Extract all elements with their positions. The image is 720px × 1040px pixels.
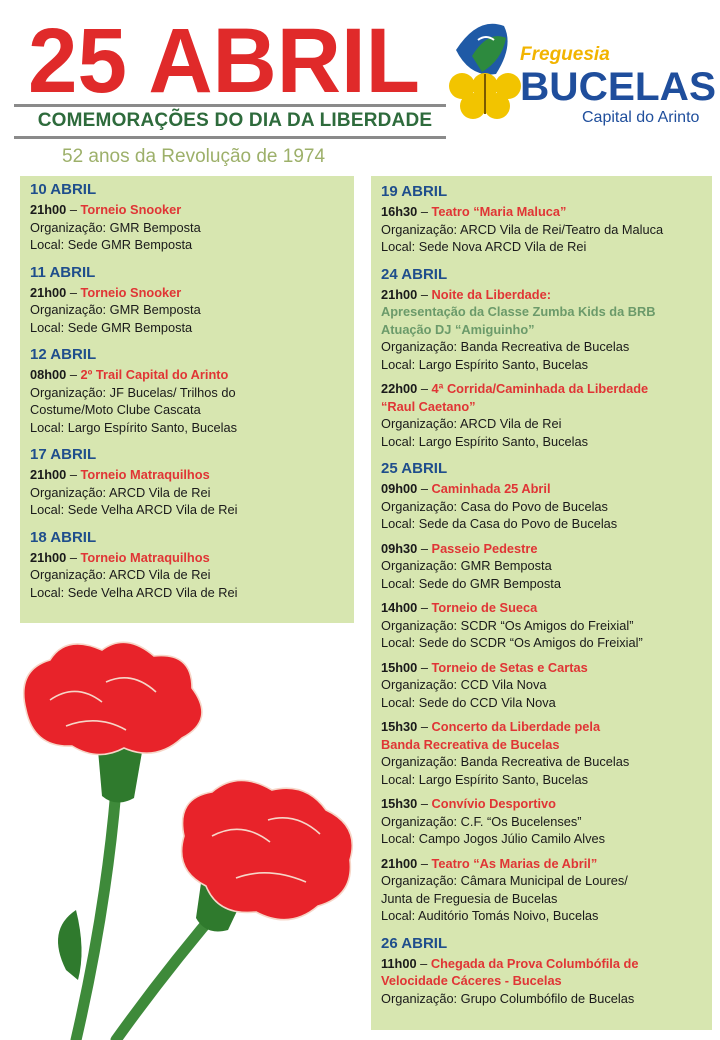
event-dash: – [417,286,432,302]
event-dash: – [417,204,432,219]
event-heading-line [381,599,712,617]
event-item [381,380,712,450]
event-title: Convívio Desportivo [431,796,556,811]
event-item [381,480,712,533]
event-item [381,855,712,925]
event-dash: – [417,600,432,615]
event-time: 09h00 [381,481,418,496]
event-title-continued: Banda Recreativa de Bucelas [381,736,560,752]
svg-text:25 ABRIL: 25 ABRIL [28,20,420,100]
svg-text:Freguesia: Freguesia [520,44,610,65]
title-divider-top [14,104,446,107]
event-organizer: Organização: GMR Bemposta [30,302,201,317]
event-organizer: Organização: SCDR “Os Amigos do Freixial” [381,617,634,633]
event-organizer: Organização: C.F. “Os Bucelenses” [381,813,582,829]
day-date: 10 ABRIL [30,181,97,198]
event-organizer: Organização: ARCD Vila de Rei/Teatro da Maluca [381,221,664,237]
parish-emblem-icon [449,24,521,119]
event-organizer: Organização: ARCD Vila de Rei [30,567,211,582]
event-title: 4ª Corrida/Caminhada da Liberdade [431,381,649,396]
event-program-line: Apresentação da Classe Zumba Kids da BRB [381,304,656,319]
event-time: 21h00 [381,286,418,302]
event-location: Local: Sede GMR Bemposta [30,319,193,335]
event-organizer: Organização: GMR Bemposta [381,558,552,573]
event-location: Local: Sede da Casa do Povo de Bucelas [381,516,618,531]
event-item [381,599,712,652]
event-organizer: Organização: Casa do Povo de Bucelas [381,498,608,514]
day-date: 12 ABRIL [30,346,97,363]
event-time: 21h00 [30,549,67,565]
anniversary-text: 52 anos da Revolução de 1974 [62,146,326,167]
event-organizer: Organização: JF Bucelas/ Trilhos do [30,384,236,400]
event-heading-line [381,380,712,398]
event-dash: – [417,719,432,734]
event-location: Local: Largo Espírito Santo, Bucelas [381,433,589,449]
event-item [381,955,712,1008]
event-heading-line [381,659,712,677]
event-location: Local: Sede GMR Bemposta [30,237,193,252]
event-time: 15h30 [381,796,418,811]
event-title: 2º Trail Capital do Arinto [80,367,229,382]
event-time: 09h30 [381,540,418,556]
event-location: Local: Sede Velha ARCD Vila de Rei [30,584,238,600]
day-date: 26 ABRIL [381,934,448,952]
event-item [30,549,354,602]
event-location: Local: Largo Espírito Santo, Bucelas [381,356,589,372]
event-heading-line [381,955,712,973]
event-time: 08h00 [30,367,67,382]
event-item [381,203,712,256]
event-time: 21h00 [30,202,67,217]
svg-text:Capital do Arinto: Capital do Arinto [582,109,700,126]
event-title: Teatro “Maria Maluca” [431,204,567,219]
event-title: Caminhada 25 Abril [431,481,551,496]
event-title: Torneio Matraquilhos [80,549,210,565]
event-dash: – [417,796,432,811]
event-time: 14h00 [381,600,418,615]
svg-text:BUCELAS: BUCELAS [520,65,716,109]
carnations-illustration [6,630,370,1040]
event-day [30,180,354,254]
event-heading-line [381,855,712,873]
title-divider-bottom [14,136,446,139]
event-location: Local: Auditório Tomás Noivo, Bucelas [381,908,599,923]
day-date: 18 ABRIL [30,528,97,546]
event-title: Concerto da Liberdade pela [431,719,601,734]
event-program-line: Atuação DJ “Amiguinho” [381,321,535,337]
event-dash: – [417,855,432,871]
event-subtitle: COMEMORAÇÕES DO DIA DA LIBERDADE [37,110,433,131]
event-title: Noite da Liberdade: [431,286,551,302]
event-dash: – [66,467,81,482]
event-day [381,459,712,925]
event-organizer: Organização: Banda Recreativa de Bucelas [381,339,630,354]
carnation-flower-left [24,642,202,754]
event-dash: – [66,367,81,382]
event-dash: – [416,955,431,971]
event-organizer: Organização: Banda Recreativa de Bucelas [381,754,630,769]
event-location: Local: Campo Jogos Júlio Camilo Alves [381,831,606,846]
event-item [30,366,354,436]
event-time: 16h30 [381,204,418,219]
event-heading-line [30,366,354,384]
event-heading-line [381,203,712,221]
freguesia-bucelas-logo [448,16,718,128]
event-organizer: Organização: CCD Vila Nova [381,677,547,692]
event-organizer: Organização: Câmara Municipal de Loures/ [381,873,628,888]
event-time: 21h00 [381,855,418,871]
event-time: 15h00 [381,659,418,675]
event-dash: – [66,202,81,217]
event-heading-line [381,540,712,558]
event-title: Torneio de Setas e Cartas [431,659,588,675]
day-date: 24 ABRIL [381,265,448,283]
event-heading-line [30,466,354,484]
event-day [381,182,712,256]
event-item [30,201,354,254]
event-title: Torneio Matraquilhos [80,467,210,482]
event-location: Local: Largo Espírito Santo, Bucelas [381,771,589,787]
day-date: 19 ABRIL [381,183,448,200]
event-title [28,20,420,100]
event-item [30,284,354,337]
event-dash: – [66,284,81,300]
event-time: 21h00 [30,467,67,482]
event-dash: – [417,540,432,556]
event-title: Torneio Snooker [80,202,182,217]
event-organizer: Organização: ARCD Vila de Rei [381,416,562,431]
event-organizer: Costume/Moto Clube Cascata [30,402,201,417]
event-heading-line [381,718,712,736]
day-date: 17 ABRIL [30,446,97,463]
event-heading-line [30,201,354,219]
event-dash: – [417,381,432,396]
event-day [30,445,354,519]
event-day [30,528,354,602]
event-heading-line [381,480,712,498]
event-time: 22h00 [381,381,418,396]
event-day [381,934,712,1008]
event-title: Passeio Pedestre [431,540,538,556]
event-time: 11h00 [381,955,417,971]
event-title: Chegada da Prova Columbófila de [430,955,639,971]
event-item [381,659,712,712]
event-dash: – [417,659,432,675]
event-dash: – [66,549,81,565]
event-location: Local: Sede do SCDR “Os Amigos do Freixial” [381,635,643,650]
event-day [381,265,712,451]
event-title: Torneio Snooker [80,284,182,300]
event-day [30,345,354,436]
event-organizer: Junta de Freguesia de Bucelas [381,890,558,906]
event-day [30,263,354,337]
event-item [381,718,712,788]
schedule-right-column [371,176,712,1030]
event-item [381,286,712,374]
event-item [381,795,712,848]
event-location: Local: Sede do CCD Vila Nova [381,694,556,710]
event-heading-line [30,284,354,302]
event-item [30,466,354,519]
event-dash: – [417,481,432,496]
event-title: Torneio de Sueca [431,600,538,615]
day-date: 25 ABRIL [381,460,448,477]
schedule-left-column [20,176,354,623]
event-time: 21h00 [30,284,67,300]
event-time: 15h30 [381,719,418,734]
event-organizer: Organização: ARCD Vila de Rei [30,484,211,500]
event-heading-line [381,286,712,304]
event-title-continued: Velocidade Cáceres - Bucelas [381,973,562,988]
event-location: Local: Sede Nova ARCD Vila de Rei [381,239,587,254]
event-organizer: Organização: Grupo Columbófilo de Bucelas [381,990,635,1006]
event-heading-line [30,549,354,567]
event-location: Local: Sede Velha ARCD Vila de Rei [30,502,238,517]
event-heading-line [381,795,712,813]
event-title: Teatro “As Marias de Abril” [431,855,598,871]
event-organizer: Organização: GMR Bemposta [30,219,201,235]
event-title-continued: “Raul Caetano” [381,398,476,414]
event-item [381,540,712,593]
event-location: Local: Sede do GMR Bemposta [381,575,561,591]
event-location: Local: Largo Espírito Santo, Bucelas [30,419,238,435]
day-date: 11 ABRIL [30,263,96,281]
